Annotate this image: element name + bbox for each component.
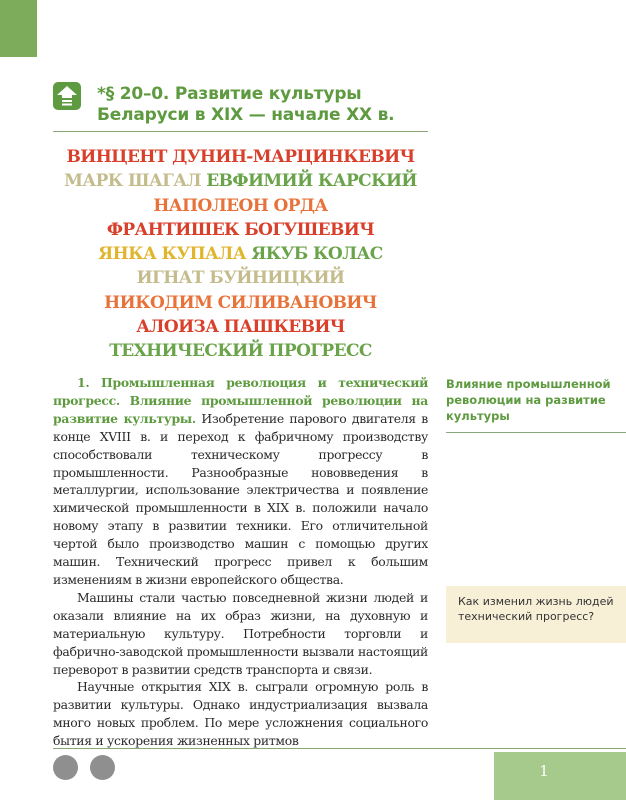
question-text: Как изменил жизнь людей технический прогресс? <box>458 595 614 623</box>
section-title-line-2: Беларуси в XIX — начале XX в. <box>97 105 395 125</box>
names-list <box>53 145 428 364</box>
name-orda: НАПОЛЕОН ОРДА <box>153 195 328 216</box>
question-box <box>446 586 626 643</box>
name-bogushevich: ФРАНТИШЕК БОГУШЕВИЧ <box>106 219 375 240</box>
name-line <box>53 194 428 218</box>
nav-dot-prev[interactable] <box>53 755 78 780</box>
paragraph-2: Машины стали частью повседневной жизни людей и оказали влияние на их образ жизни, на духовную и материальную культуру. Потребности торговли и фабрично-заводской промышленности вызвали настоящий переворот в развитии средств транспорта и связи. <box>53 589 428 677</box>
name-tech-progress: ТЕХНИЧЕСКИЙ ПРОГРЕСС <box>109 341 372 362</box>
name-karsky: ЕВФИМИЙ КАРСКИЙ <box>206 171 417 192</box>
name-buinitsky: ИГНАТ БУЙНИЦКИЙ <box>136 268 345 289</box>
paragraph-1-text: Изобретение парового двигателя в конце XVIII в. и переход к фабричному производству способствовали техническому прогрессу в промышленности. Разнообразные нововведения в металлургии, использование электричества и появление химической промышленности в XIX в. положили начало новому этапу в развитии техники. Его отличительной чертой было производство машин с помощью других машин. Технический прогресс привел к большим изменениям в жизни европейского общества. <box>53 410 428 587</box>
name-kolas: ЯКУБ КОЛАС <box>251 244 383 265</box>
paragraph-3: Научные открытия XIX в. сыграли огромную роль в развитии культуры. Однако индустриализация вызвала много новых проблем. По мере усложнения социального бытия и ускорения жизненных ритмов <box>53 679 428 749</box>
paragraph-1-lead: 1. Промышленная революция и технический прогресс. Влияние промышленной революции на развитие культуры. <box>53 375 428 426</box>
section-title <box>97 84 417 126</box>
body-text <box>53 374 428 750</box>
name-line <box>53 266 428 290</box>
name-line <box>53 291 428 315</box>
nav-dot-next[interactable] <box>90 755 115 780</box>
name-silivanovich: НИКОДИМ СИЛИВАНОВИЧ <box>104 292 377 313</box>
margin-note-divider <box>446 432 626 433</box>
name-line <box>53 169 428 193</box>
name-line <box>53 145 428 169</box>
footer-divider <box>53 748 626 749</box>
section-title-line-1: *§ 20–0. Развитие культуры <box>97 84 362 104</box>
page-number-box <box>494 752 626 800</box>
margin-note: Влияние промышленной революции на развитие культуры <box>446 377 611 423</box>
page-number: 1 <box>539 762 549 780</box>
title-divider <box>53 131 428 132</box>
name-kupala: ЯНКА КУПАЛА <box>98 244 246 265</box>
name-line <box>53 218 428 242</box>
home-up-icon <box>53 82 81 110</box>
name-pashkevich: АЛОИЗА ПАШКЕВИЧ <box>136 317 345 338</box>
paragraph-1 <box>53 374 428 589</box>
name-dunin-martsinkevich: ВИНЦЕНТ ДУНИН-МАРЦИНКЕВИЧ <box>66 147 415 167</box>
name-line <box>53 242 428 266</box>
corner-tab <box>0 0 37 57</box>
name-line <box>53 315 428 339</box>
name-line <box>53 339 428 363</box>
name-shagal: МАРК ШАГАЛ <box>64 171 201 192</box>
